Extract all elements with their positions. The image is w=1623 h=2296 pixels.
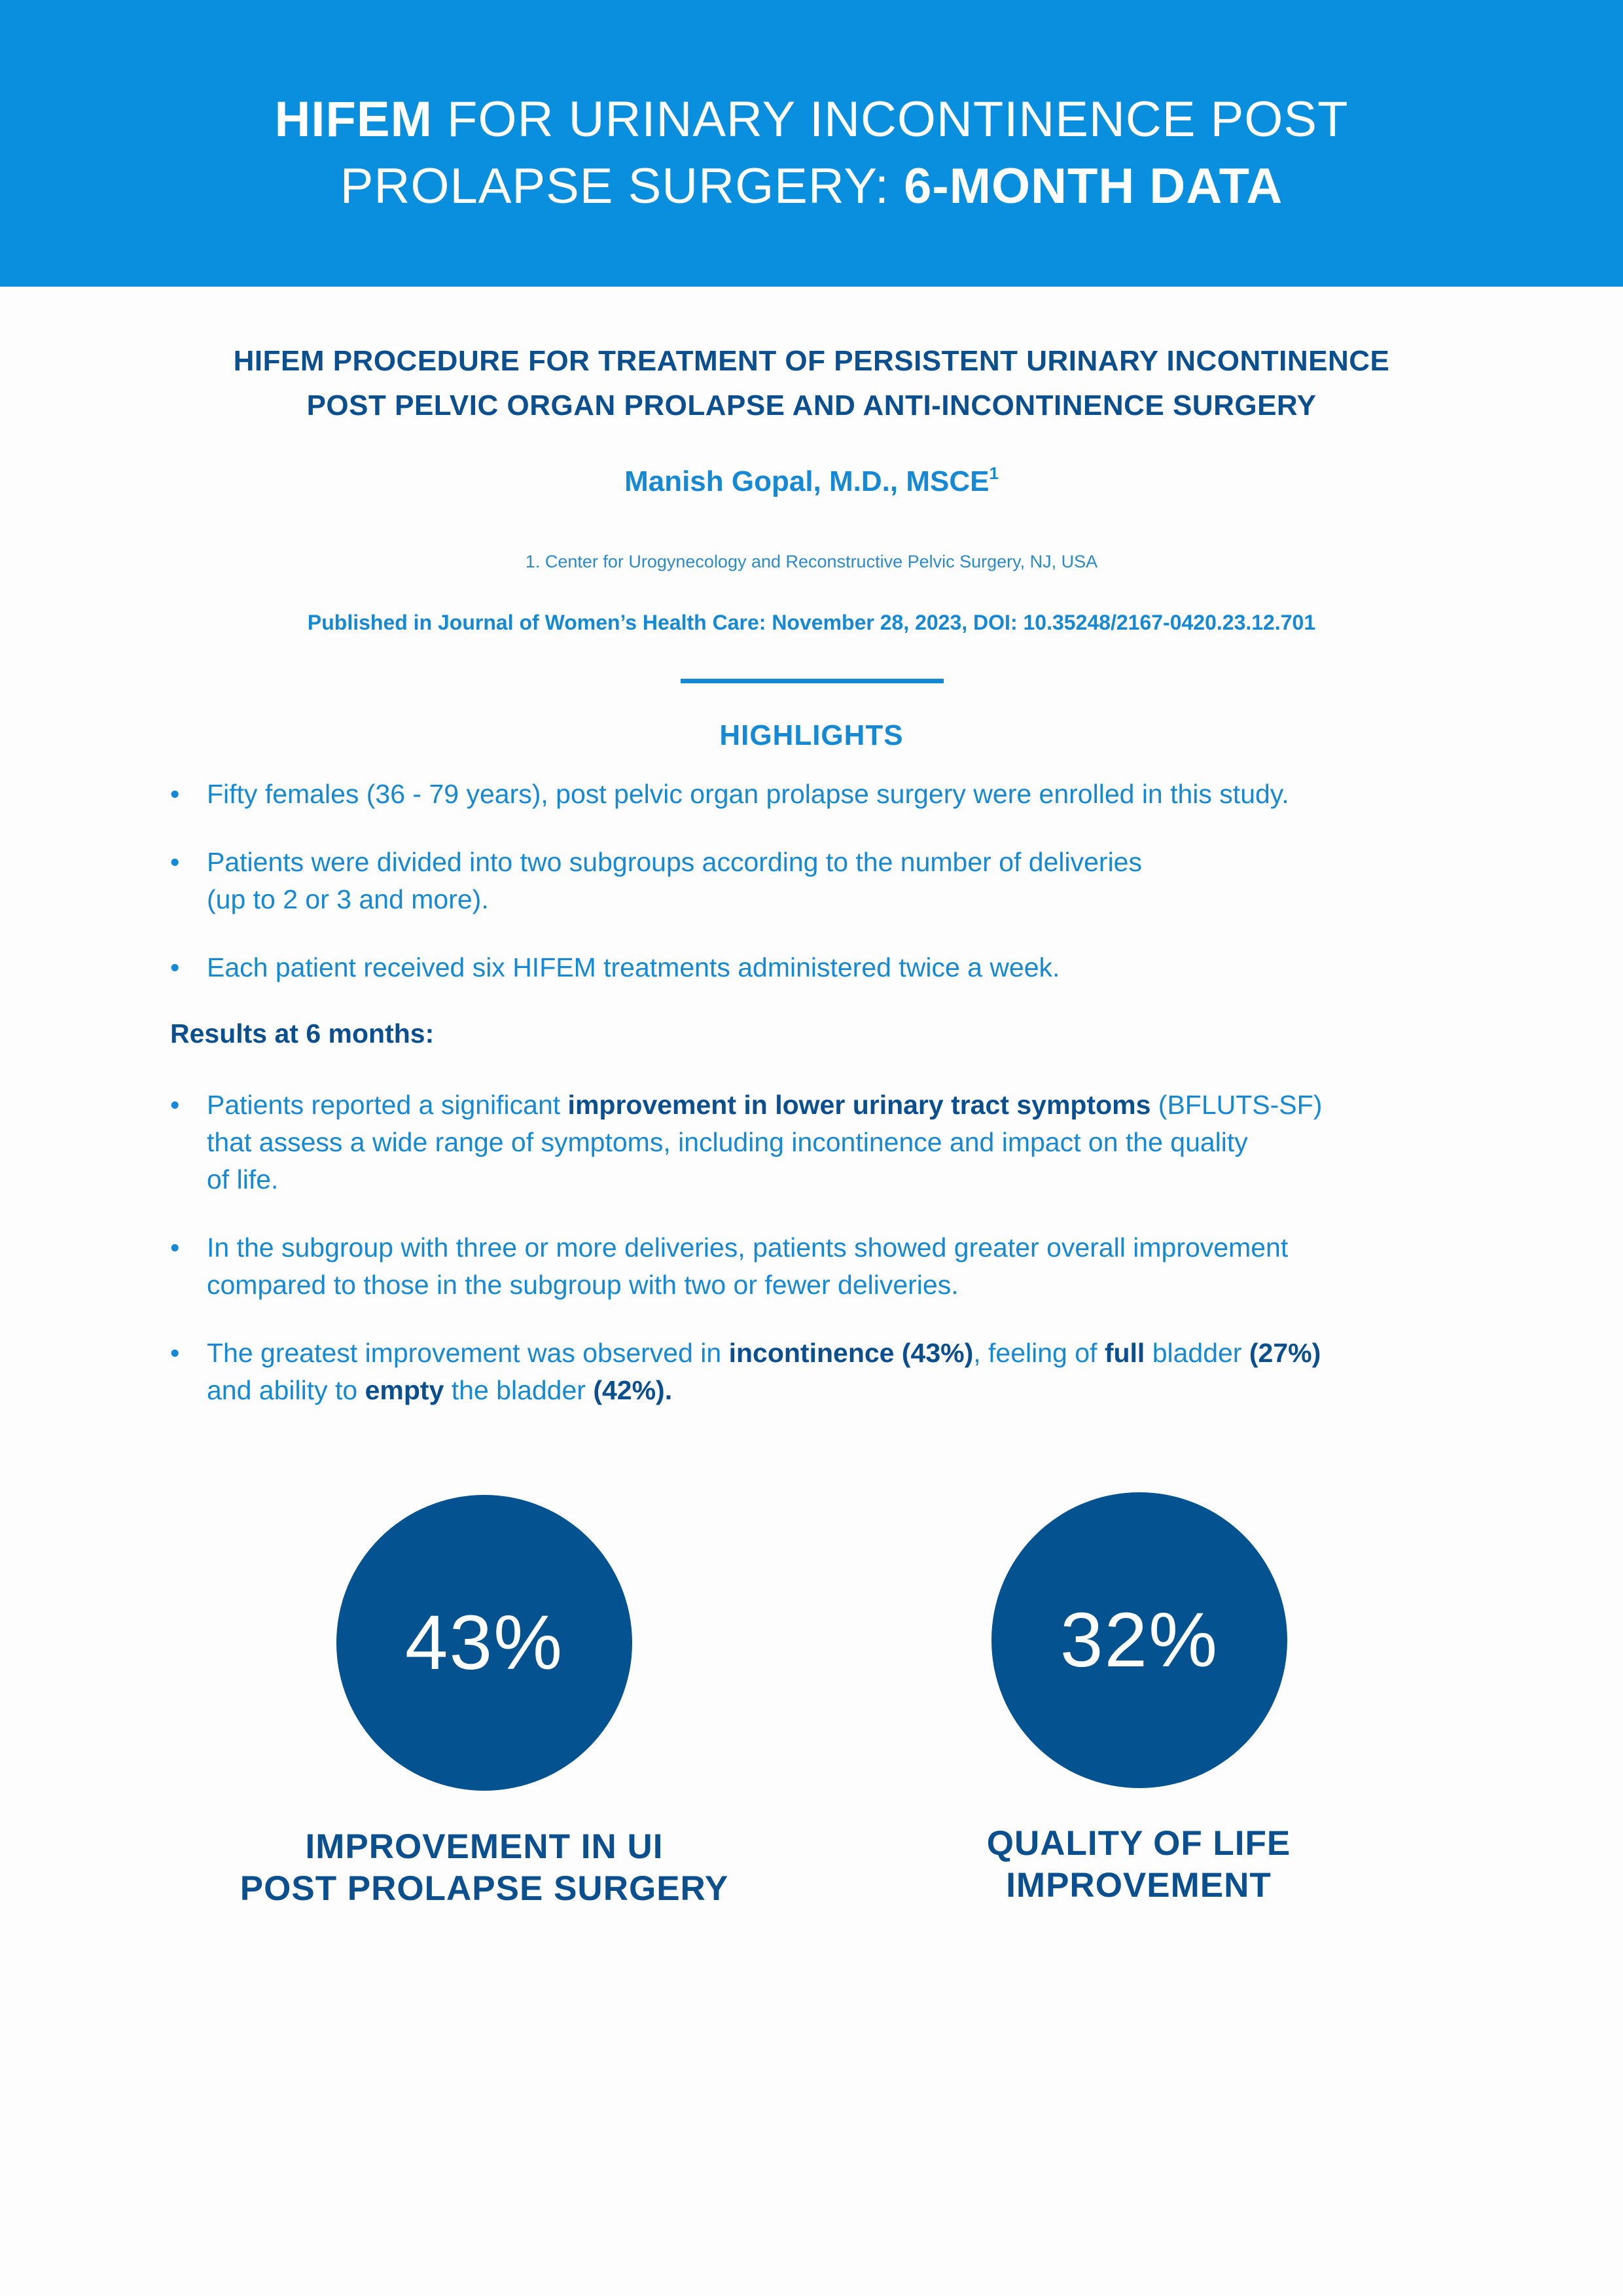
stat-label-line: IMPROVEMENT — [1006, 1866, 1272, 1905]
author-footnote-marker: 1 — [989, 463, 999, 483]
title-text: PROLAPSE SURGERY: — [340, 158, 904, 214]
author-affiliation: 1. Center for Urogynecology and Reconstructive Pelvic Surgery, NJ, USA — [525, 552, 1098, 571]
list-item-text: Fifty females (36 - 79 years), post pelvic organ prolapse surgery were enrolled in this study. — [207, 779, 1289, 809]
list-item-emphasis: (42%). — [593, 1375, 673, 1405]
list-item-text: In the subgroup with three or more deliveries, patients showed greater overall improvement — [207, 1232, 1289, 1263]
paper-title-line: HIFEM PROCEDURE FOR TREATMENT OF PERSISTENT URINARY INCONTINENCE — [233, 345, 1390, 377]
list-item-text: (BFLUTS-SF) — [1150, 1090, 1323, 1120]
list-item-emphasis: empty — [365, 1375, 444, 1405]
list-item — [170, 1335, 1479, 1409]
highlights-list — [170, 776, 1479, 1017]
stat-label-ui-improvement — [190, 1826, 779, 1910]
highlights-heading: HIGHLIGHTS — [719, 719, 904, 751]
stat-label-quality-of-life — [844, 1823, 1433, 1907]
paper-title — [131, 339, 1492, 428]
stat-circle-ui-improvement: 43% — [336, 1495, 632, 1791]
list-item — [170, 1229, 1479, 1304]
stat-label-line: QUALITY OF LIFE — [986, 1824, 1291, 1863]
list-item — [170, 776, 1479, 813]
list-item-text: Patients were divided into two subgroups according to the number of deliveries — [207, 847, 1142, 877]
header-banner — [0, 0, 1623, 287]
list-item-text: (up to 2 or 3 and more). — [207, 884, 489, 914]
list-item-emphasis: incontinence (43%) — [728, 1338, 974, 1368]
list-item-text: that assess a wide range of symptoms, including incontinence and impact on the quality — [207, 1127, 1248, 1157]
list-item-text: and ability to — [207, 1375, 365, 1405]
list-item-text: compared to those in the subgroup with two or fewer deliveries. — [207, 1270, 959, 1300]
list-item-emphasis: full — [1104, 1338, 1145, 1368]
list-item-text: of life. — [207, 1164, 279, 1194]
list-item-text: Each patient received six HIFEM treatments administered twice a week. — [207, 952, 1060, 982]
stat-circle-quality-of-life: 32% — [991, 1492, 1287, 1788]
publication-info: Published in Journal of Women’s Health Care: November 28, 2023, DOI: 10.35248/2167-0420.23.12.701 — [307, 611, 1316, 634]
list-item-text: bladder — [1145, 1338, 1249, 1368]
stat-label-line: POST PROLAPSE SURGERY — [240, 1869, 729, 1908]
list-item-emphasis: (27%) — [1249, 1338, 1321, 1368]
list-item-text: the bladder — [444, 1375, 594, 1405]
section-divider — [681, 679, 944, 683]
list-item-text: , feeling of — [973, 1338, 1105, 1368]
list-item — [170, 949, 1479, 986]
title-emphasis: HIFEM — [274, 92, 433, 147]
results-heading: Results at 6 months: — [170, 1018, 435, 1049]
list-item — [170, 844, 1479, 918]
title-emphasis: 6-MONTH DATA — [904, 158, 1283, 214]
results-list — [170, 1086, 1479, 1440]
stat-label-line: IMPROVEMENT IN UI — [305, 1827, 664, 1866]
list-item-emphasis: improvement in lower urinary tract symptoms — [567, 1090, 1151, 1120]
paper-title-line: POST PELVIC ORGAN PROLAPSE AND ANTI-INCONTINENCE SURGERY — [306, 389, 1317, 422]
list-item-text: The greatest improvement was observed in — [207, 1338, 729, 1368]
document-title — [0, 86, 1623, 220]
author-text: Manish Gopal, M.D., MSCE — [624, 465, 990, 497]
author-name — [0, 462, 1623, 501]
list-item — [170, 1086, 1479, 1198]
title-text: FOR URINARY INCONTINENCE POST — [432, 92, 1349, 147]
list-item-text: Patients reported a significant — [207, 1090, 568, 1120]
